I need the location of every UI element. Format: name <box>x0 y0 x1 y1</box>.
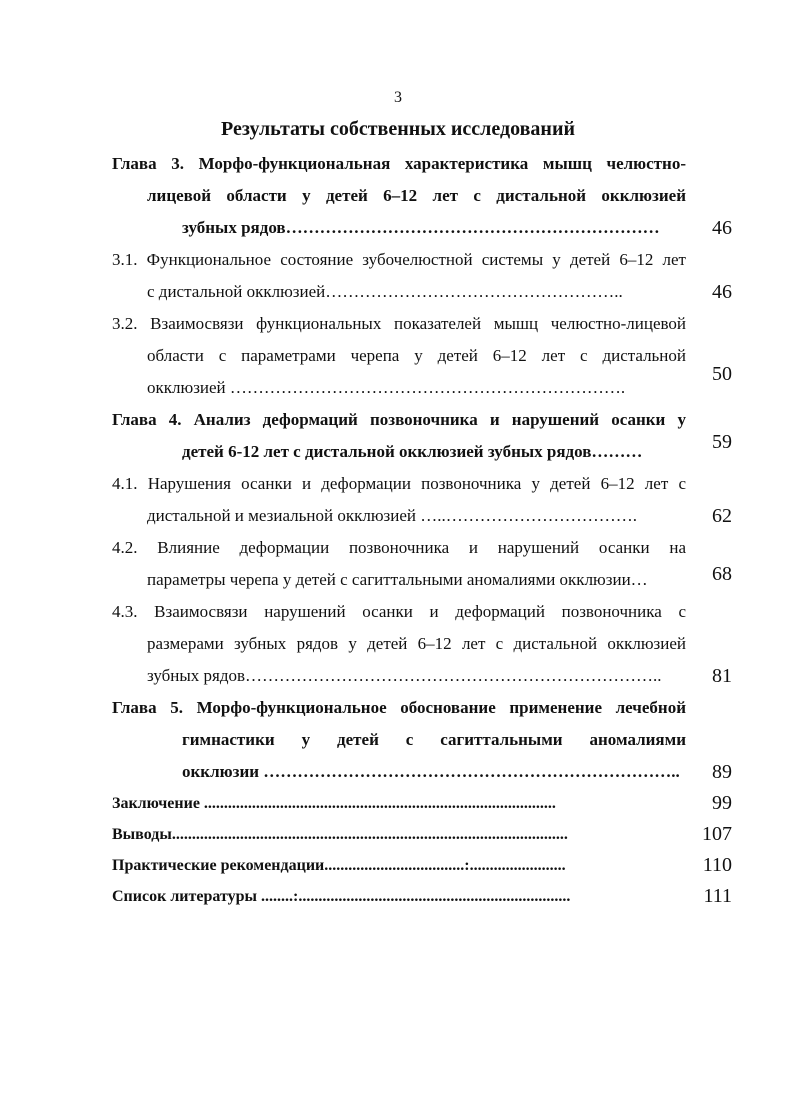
toc-entry-conclusion <box>112 788 732 819</box>
toc-page-ref: 46 <box>712 281 732 303</box>
toc-line: дистальной и мезиальной окклюзией …..……………………………. <box>147 506 638 525</box>
toc-entry-3-2 <box>112 308 732 404</box>
toc-page-ref: 99 <box>712 792 732 814</box>
toc-page-ref: 110 <box>702 854 732 876</box>
toc-line: зубных рядов………………………………………………………… <box>182 218 660 237</box>
toc-line: 4.1. Нарушения осанки и деформации позвоночника у детей 6–12 лет с <box>112 474 686 493</box>
toc-line: 3.1. Функциональное состояние зубочелюстной системы у детей 6–12 лет <box>112 250 686 269</box>
toc-line: детей 6-12 лет с дистальной окклюзией зубных рядов……… <box>182 442 643 461</box>
toc-page-ref: 89 <box>712 761 732 783</box>
toc-page-ref: 68 <box>712 563 732 585</box>
toc-page-ref: 50 <box>712 363 732 385</box>
toc-line: Глава 3. Морфо-функциональная характеристика мышц челюстно- <box>112 154 686 173</box>
toc-line: Заключение ........................................................................................ <box>112 795 556 812</box>
toc-line: зубных рядов……………………………………………………………….. <box>147 666 662 685</box>
toc-page-ref: 107 <box>702 823 732 845</box>
toc-line: Практические рекомендации...................................:........................ <box>112 857 566 874</box>
toc-line: гимнастики у детей с сагиттальными аномалиями <box>182 730 686 749</box>
toc-entry-3-1 <box>112 244 732 308</box>
toc-page-ref: 111 <box>703 885 732 907</box>
toc-entry-references <box>112 881 732 912</box>
toc-line: размерами зубных рядов у детей 6–12 лет с дистальной окклюзией <box>147 634 686 653</box>
toc-line: Список литературы ........:.................................................................... <box>112 888 571 905</box>
toc-entry-chapter-3 <box>112 148 732 244</box>
toc-entry-chapter-5 <box>112 692 732 788</box>
toc-line: 3.2. Взаимосвязи функциональных показателей мышц челюстно-лицевой <box>112 314 686 333</box>
page-number: 3 <box>394 89 402 106</box>
toc-line: Глава 4. Анализ деформаций позвоночника и нарушений осанки у <box>112 410 686 429</box>
toc-line: лицевой области у детей 6–12 лет с дистальной окклюзией <box>147 186 686 205</box>
toc-page-ref: 59 <box>712 431 732 453</box>
section-title: Результаты собственных исследований <box>221 118 575 140</box>
table-of-contents <box>112 148 732 912</box>
toc-entry-4-3 <box>112 596 732 692</box>
toc-page-ref: 46 <box>712 217 732 239</box>
toc-line: окклюзии ……………………………………………………………….. <box>182 762 680 781</box>
toc-entry-findings <box>112 819 732 850</box>
toc-entry-chapter-4 <box>112 404 732 468</box>
toc-page-ref: 62 <box>712 505 732 527</box>
toc-line: Выводы................................................................................................... <box>112 826 568 843</box>
toc-line: с дистальной окклюзией…………………………………………….. <box>147 282 623 301</box>
toc-line: Глава 5. Морфо-функциональное обоснование применение лечебной <box>112 698 686 717</box>
toc-line: окклюзией ……………………………………………………………. <box>147 378 626 397</box>
toc-entry-recommendations <box>112 850 732 881</box>
toc-line: параметры черепа у детей с сагиттальными аномалиями окклюзии… <box>147 570 648 589</box>
toc-entry-4-2 <box>112 532 732 596</box>
toc-line: 4.3. Взаимосвязи нарушений осанки и деформаций позвоночника с <box>112 602 686 621</box>
toc-entry-4-1 <box>112 468 732 532</box>
toc-line: 4.2. Влияние деформации позвоночника и нарушений осанки на <box>112 538 686 557</box>
toc-page-ref: 81 <box>712 665 732 687</box>
toc-line: области с параметрами черепа у детей 6–12 лет с дистальной <box>147 346 686 365</box>
